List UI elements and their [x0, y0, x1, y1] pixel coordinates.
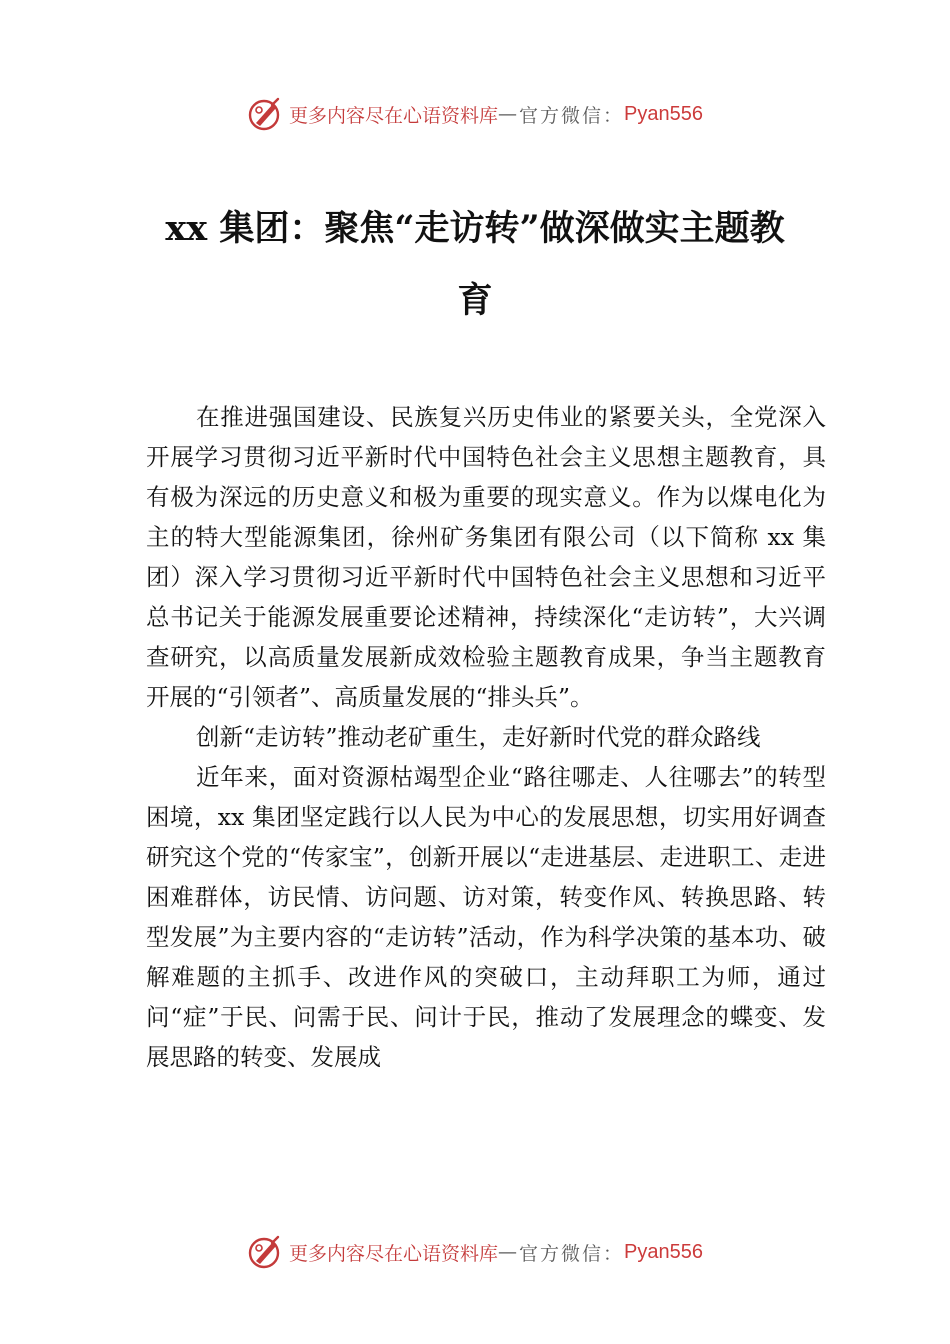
banner-wechat-label: 官方微信：	[519, 104, 625, 127]
document-title	[145, 196, 805, 334]
paragraph-transition: 近年来，面对资源枯竭型企业“路往哪走、人往哪去”的转型困境，xx 集团坚定践行以人民为中心的发展思想，切实用好调查研究这个党的“传家宝”，创新开展以“走进基层、走进职工、走进困难群体，访民情、访问题、访对策，转变作风、转换思路、转型发展”为主要内容的“走访转”活动，作为科学决策的基本功、破解难题的主抓手、改进作风的突破口，主动拜职工为师，通过问“症”于民、问需于民、问计于民，推动了发展理念的蝶变、发展思路的转变、发展成	[146, 763, 826, 1071]
footer-banner-text: 更多内容尽在心语资料库	[289, 1242, 499, 1265]
title-line-1: xx 集团：聚焦“走访转”做深做实主题教	[165, 208, 785, 249]
section-heading: 创新“走访转”推动老矿重生，走好新时代党的群众路线	[196, 723, 761, 751]
banner-wechat-id: Pyan556	[624, 102, 703, 125]
banner-dash: —	[498, 103, 520, 125]
banner-text: 更多内容尽在心语资料库	[289, 104, 499, 127]
title-line-2: 育	[457, 280, 493, 321]
footer-banner-dash: —	[498, 1241, 520, 1263]
footer-banner	[0, 1232, 950, 1272]
article-body	[146, 397, 826, 1077]
pen-logo-icon	[247, 1234, 283, 1270]
footer-banner-wechat-label: 官方微信：	[519, 1242, 625, 1265]
pen-logo-icon	[247, 96, 283, 132]
header-banner	[0, 94, 950, 134]
paragraph-intro: 在推进强国建设、民族复兴历史伟业的紧要关头，全党深入开展学习贯彻习近平新时代中国特色社会主义思想主题教育，具有极为深远的历史意义和极为重要的现实意义。作为以煤电化为主的特大型能源集团，徐州矿务集团有限公司（以下简称 xx 集团）深入学习贯彻习近平新时代中国特色社会主义思想和习近平总书记关于能源发展重要论述精神，持续深化“走访转”，大兴调查研究，以高质量发展新成效检验主题教育成果，争当主题教育开展的“引领者”、高质量发展的“排头兵”。	[146, 403, 826, 711]
footer-banner-wechat-id: Pyan556	[624, 1240, 703, 1263]
